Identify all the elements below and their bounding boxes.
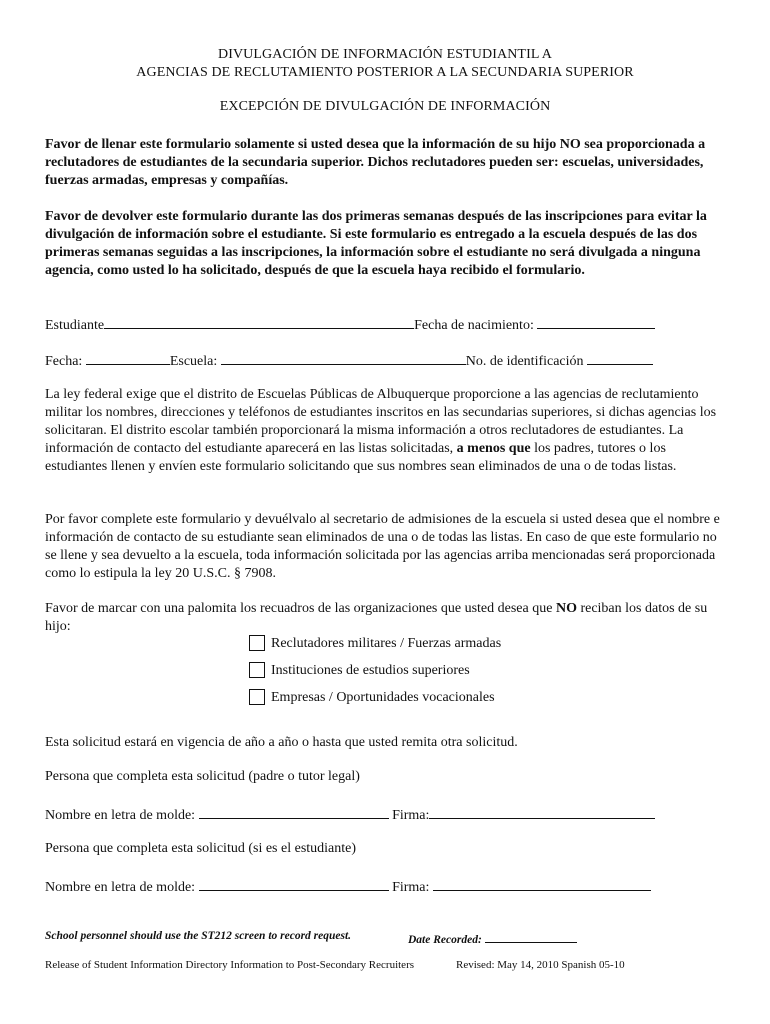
school-label: Escuela: <box>169 354 218 369</box>
dob-label: Fecha de nacimiento: <box>414 318 534 333</box>
intro-paragraph-2: Favor de devolver este formulario durante las dos primeras semanas después de las inscripciones para evitar la divulgación de información sobre el estudiante. Si este formulario es entregado a la escuela después de las dos primeras semanas seguidas a las inscripciones, la información sobre el estudiante no será divulgada a ninguna agencia, como usted lo ha solicitado, después de que la escuela haya recibido el formulario. <box>45 209 707 278</box>
student-name-label: Nombre en letra de molde: <box>45 880 196 895</box>
mark-instructions <box>45 600 730 636</box>
student-label: Estudiante <box>45 318 105 333</box>
footer-right: Revised: May 14, 2010 Spanish 05-10 <box>456 959 625 971</box>
parent-signature-field[interactable] <box>429 804 655 819</box>
date-label: Fecha: <box>45 354 83 369</box>
date-field[interactable] <box>86 350 170 365</box>
law-text-1: La ley federal exige que el distrito de Escuelas Públicas de Albuquerque proporcione a las agencias de reclutamiento militar los nombres, direcciones y teléfonos de estudiantes inscritos en las secundarias superiores, si dichas agencias los solicitaran. El distrito escolar también proporcionará la misma información a otros reclutadores de estudiantes. La información de contacto del estudiante aparecerá en las listas solicitadas, <box>45 387 717 456</box>
title-line-2: AGENCIAS DE RECLUTAMIENTO POSTERIOR A LA SECUNDARIA SUPERIOR <box>136 65 634 80</box>
mark-text-2: reciban los datos de su hijo: <box>45 601 708 634</box>
option-military-label: Reclutadores militares / Fuerzas armadas <box>271 636 502 651</box>
law-text-2: los padres, tutores o los estudiantes llenen y envíen este formulario solicitando que sus nombres sean eliminados de una o de todas listas. <box>45 441 677 474</box>
checkbox-employers[interactable] <box>249 689 265 705</box>
law-paragraph <box>45 386 730 476</box>
student-signature-label: Firma: <box>392 880 430 895</box>
date-recorded-field[interactable] <box>485 930 577 943</box>
option-military[interactable] <box>249 635 501 652</box>
school-field[interactable] <box>221 350 466 365</box>
option-higher-education[interactable] <box>249 662 470 679</box>
checkbox-higher-education[interactable] <box>249 662 265 678</box>
personnel-note: School personnel should use the ST212 screen to record request. <box>45 930 352 942</box>
return-paragraph: Por favor complete este formulario y devuélvalo al secretario de admisiones de la escuela si usted desea que el nombre e información de contacto de su estudiante sean eliminados de una o de todas las listas. En caso de que este formulario no se llene y sea devuelto a la escuela, toda información solicitada por las agencias arriba mencionadas será proporcionada como lo estipula la ley 20 U.S.C. § 7908. <box>45 512 720 581</box>
date-recorded <box>408 930 577 946</box>
id-label: No. de identificación <box>465 354 584 369</box>
student-row <box>45 314 655 334</box>
law-text-bold: a menos que <box>456 441 531 456</box>
date-recorded-label: Date Recorded: <box>408 934 482 946</box>
title-line-1: DIVULGACIÓN DE INFORMACIÓN ESTUDIANTIL A <box>217 47 552 62</box>
intro-paragraph-1: Favor de llenar este formulario solamente si usted desea que la información de su hijo NO sea proporcionada a reclutadores de estudiantes de la secundaria superior. Dichos reclutadores pueden ser: escuelas, universidades, fuerzas armadas, empresas y compañías. <box>45 137 706 188</box>
parent-signature-label: Firma: <box>392 808 430 823</box>
mark-text-1: Favor de marcar con una palomita los recuadros de las organizaciones que usted desea que <box>45 601 553 616</box>
student-signature-row <box>45 876 651 896</box>
date-school-row <box>45 350 653 370</box>
validity-statement: Esta solicitud estará en vigencia de año a año o hasta que usted remita otra solicitud. <box>45 735 518 750</box>
parent-name-field[interactable] <box>199 804 389 819</box>
option-employers-label: Empresas / Oportunidades vocacionales <box>271 690 495 705</box>
subtitle: EXCEPCIÓN DE DIVULGACIÓN DE INFORMACIÓN <box>219 99 551 114</box>
mark-text-bold: NO <box>555 601 577 616</box>
id-field[interactable] <box>587 350 653 365</box>
parent-heading: Persona que completa esta solicitud (padre o tutor legal) <box>45 769 360 784</box>
parent-name-label: Nombre en letra de molde: <box>45 808 196 823</box>
parent-signature-row <box>45 804 655 824</box>
student-signature-field[interactable] <box>433 876 651 891</box>
student-name-field[interactable] <box>104 314 414 329</box>
student-heading: Persona que completa esta solicitud (si es el estudiante) <box>45 841 357 856</box>
option-higher-education-label: Instituciones de estudios superiores <box>271 663 470 678</box>
checkbox-military[interactable] <box>249 635 265 651</box>
student-print-name-field[interactable] <box>199 876 389 891</box>
footer-left: Release of Student Information Directory Information to Post-Secondary Recruiters <box>45 959 415 971</box>
dob-field[interactable] <box>537 314 655 329</box>
option-employers[interactable] <box>249 689 495 706</box>
